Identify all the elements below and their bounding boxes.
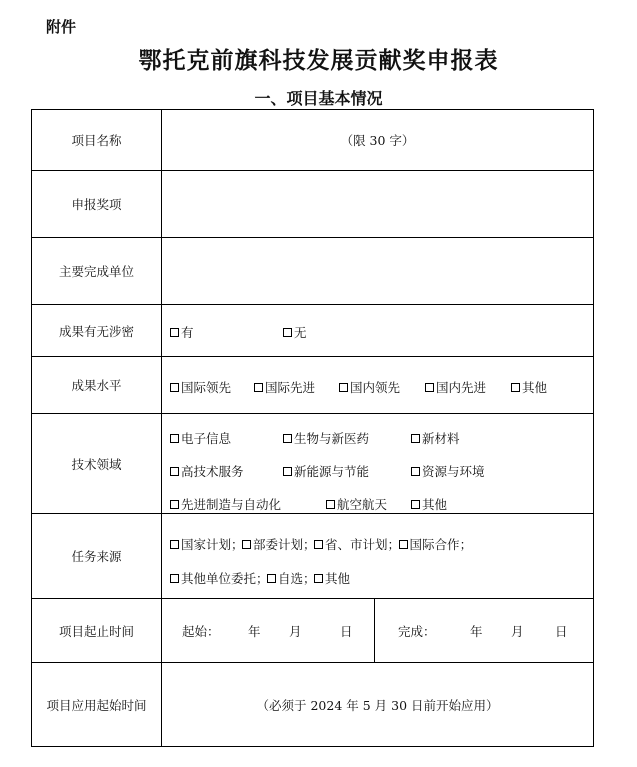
checkbox-icon[interactable] <box>411 434 420 443</box>
source-option[interactable] <box>314 535 388 553</box>
start-year-unit: 年 <box>248 623 261 639</box>
option-label: 省、市计划 <box>325 537 388 552</box>
checkbox-icon[interactable] <box>411 500 420 509</box>
row-project-name <box>32 110 593 171</box>
separator: ； <box>231 537 244 552</box>
option-label: 国家计划 <box>181 537 232 552</box>
checkbox-icon[interactable] <box>425 383 434 392</box>
source-option[interactable] <box>170 569 256 587</box>
source-option[interactable] <box>267 569 303 587</box>
main-unit-label: 主要完成单位 <box>32 238 162 304</box>
source-option[interactable] <box>314 569 350 587</box>
option-label: 其他 <box>325 571 351 586</box>
start-day-unit: 日 <box>340 623 353 639</box>
award-item-field[interactable] <box>162 171 593 237</box>
row-application-start <box>32 663 593 746</box>
checkbox-icon[interactable] <box>170 540 179 549</box>
checkbox-icon[interactable] <box>170 383 179 392</box>
checkbox-icon[interactable] <box>170 467 179 476</box>
option-label: 部委计划 <box>253 537 304 552</box>
field-option[interactable] <box>411 462 485 480</box>
option-label: 国内领先 <box>350 380 401 395</box>
application-start-hint: （必须于 2024 年 5 月 30 日前开始应用） <box>256 697 499 713</box>
start-label: 起始： <box>182 623 220 639</box>
confidential-label: 成果有无涉密 <box>32 305 162 356</box>
main-unit-field[interactable] <box>162 238 593 304</box>
checkbox-icon[interactable] <box>283 328 292 337</box>
form-title: 鄂托克前旗科技发展贡献奖申报表 <box>138 47 499 74</box>
project-name-hint: （限 30 字） <box>340 133 415 148</box>
option-label: 新材料 <box>422 431 460 446</box>
end-day-unit: 日 <box>555 623 568 639</box>
level-option[interactable] <box>254 378 315 396</box>
checkbox-icon[interactable] <box>314 540 323 549</box>
option-label: 其他 <box>422 497 448 512</box>
field-option[interactable] <box>411 429 460 447</box>
source-option[interactable] <box>399 535 460 553</box>
level-options <box>162 357 593 413</box>
option-label: 其他 <box>522 380 548 395</box>
checkbox-icon[interactable] <box>170 434 179 443</box>
option-label: 航空航天 <box>337 497 388 512</box>
row-level <box>32 357 593 414</box>
option-label: 其他单位委托 <box>181 571 257 586</box>
level-option[interactable] <box>339 378 400 396</box>
confidential-options <box>162 305 593 356</box>
level-label: 成果水平 <box>32 357 162 413</box>
source-option[interactable] <box>242 535 303 553</box>
field-option[interactable] <box>170 495 281 513</box>
confidential-option-yes[interactable] <box>170 323 194 341</box>
field-option[interactable] <box>170 429 231 447</box>
option-label: 国际领先 <box>181 380 232 395</box>
checkbox-icon[interactable] <box>283 434 292 443</box>
row-source <box>32 514 593 599</box>
field-options <box>162 414 593 513</box>
end-month-unit: 月 <box>511 623 524 639</box>
field-option[interactable] <box>326 495 387 513</box>
source-label: 任务来源 <box>32 514 162 598</box>
checkbox-icon[interactable] <box>283 467 292 476</box>
project-name-label: 项目名称 <box>32 110 162 170</box>
checkbox-icon[interactable] <box>242 540 251 549</box>
source-options <box>162 514 593 598</box>
level-option[interactable] <box>170 378 231 396</box>
option-label: 无 <box>294 325 307 340</box>
separator: ； <box>303 571 316 586</box>
separator: ； <box>459 537 473 552</box>
basic-info-table <box>31 109 594 747</box>
option-label: 国际合作 <box>409 537 460 552</box>
field-option[interactable] <box>283 462 369 480</box>
field-option[interactable] <box>283 429 369 447</box>
project-name-field[interactable] <box>162 110 593 170</box>
checkbox-icon[interactable] <box>399 540 408 549</box>
row-award-item <box>32 171 593 238</box>
option-label: 生物与新医药 <box>294 431 370 446</box>
field-option[interactable] <box>411 495 447 513</box>
application-start-label: 项目应用起始时间 <box>32 663 162 746</box>
separator: ； <box>303 537 316 552</box>
period-fields <box>162 599 593 662</box>
checkbox-icon[interactable] <box>326 500 335 509</box>
row-main-unit <box>32 238 593 305</box>
field-option[interactable] <box>170 462 244 480</box>
row-confidential <box>32 305 593 357</box>
option-label: 先进制造与自动化 <box>181 497 282 512</box>
separator: ； <box>256 571 269 586</box>
section-title: 一、项目基本情况 <box>254 89 383 108</box>
option-label: 高技术服务 <box>181 464 244 479</box>
application-start-field[interactable] <box>162 663 593 746</box>
checkbox-icon[interactable] <box>339 383 348 392</box>
attachment-label: 附件 <box>46 18 77 36</box>
option-label: 国际先进 <box>265 380 316 395</box>
checkbox-icon[interactable] <box>254 383 263 392</box>
start-date-field[interactable] <box>162 599 374 662</box>
source-option[interactable] <box>170 535 231 553</box>
start-month-unit: 月 <box>289 623 302 639</box>
option-label: 国内先进 <box>436 380 487 395</box>
option-label: 新能源与节能 <box>294 464 370 479</box>
separator: ； <box>387 537 401 552</box>
option-label: 自选 <box>278 571 304 586</box>
option-label: 电子信息 <box>181 431 232 446</box>
field-label: 技术领域 <box>32 414 162 513</box>
checkbox-icon[interactable] <box>170 500 179 509</box>
end-date-field[interactable] <box>375 599 593 662</box>
end-label: 完成： <box>398 623 436 639</box>
option-label: 有 <box>181 325 194 340</box>
level-option[interactable] <box>425 378 486 396</box>
checkbox-icon[interactable] <box>314 574 323 583</box>
row-period <box>32 599 593 663</box>
checkbox-icon[interactable] <box>411 467 420 476</box>
checkbox-icon[interactable] <box>170 574 179 583</box>
award-item-label: 申报奖项 <box>32 171 162 237</box>
checkbox-icon[interactable] <box>170 328 179 337</box>
checkbox-icon[interactable] <box>267 574 276 583</box>
confidential-option-no[interactable] <box>283 323 307 341</box>
end-year-unit: 年 <box>470 623 483 639</box>
period-label: 项目起止时间 <box>32 599 162 662</box>
checkbox-icon[interactable] <box>511 383 520 392</box>
level-option[interactable] <box>511 378 547 396</box>
option-label: 资源与环境 <box>422 464 485 479</box>
row-field <box>32 414 593 514</box>
